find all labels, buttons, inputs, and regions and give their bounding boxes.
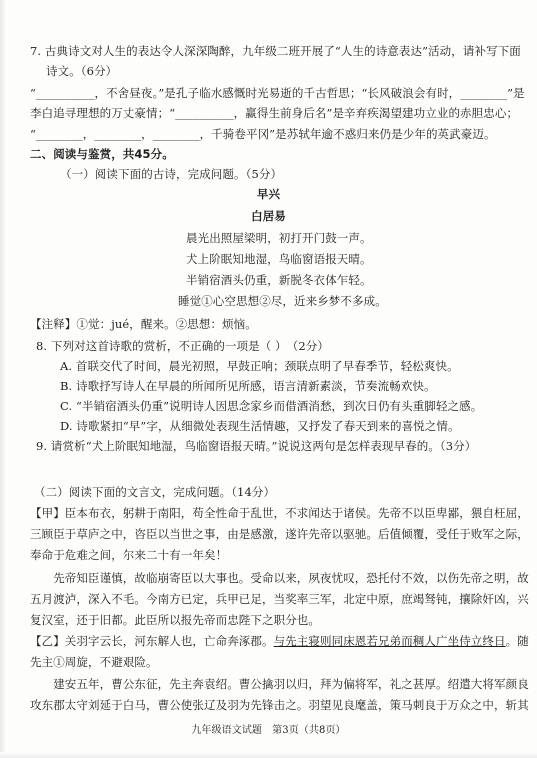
jia-line: 【甲】臣本布衣，躬耕于南阳，苟全性命于乱世，不求闻达于诸侯。先帝不以臣卑鄙，猥自枉屈， (30, 506, 529, 520)
q7-line1: 7. 古典诗文对人生的表达令人深深陶醉，九年级二班开展了“人生的诗意表达”活动，请补写下面 (30, 44, 521, 58)
poem-line: 半销宿酒头仍重，新脱冬衣体乍轻。 (186, 273, 372, 287)
q7-line4: 李白追寻理想的万丈豪情；“__________，赢得生前身后名”是辛弃疾渴望建功立业的赤胆忠心； (30, 106, 519, 120)
q8-stem: 8. 下列对这首诗歌的赏析，不正确的一项是（ ） （2分） (36, 339, 329, 353)
jia-line: 先帝知臣谨慎，故临崩寄臣以大事也。受命以来，夙夜忧叹，恐托付不效，以伤先帝之明，故 (30, 571, 529, 585)
q8-option-d: D. 诗歌紧扣“早”字，从细微处表现生活情趣，又抒发了春天到来的喜悦之情。 (60, 419, 460, 433)
poem-line: 睡觉①心空思想②尽，近来乡梦不多成。 (178, 294, 387, 308)
q8-option-a: A. 首联交代了时间，晨光初照，早鼓正响；颈联点明了早春季节，轻松爽快。 (60, 359, 459, 373)
q9-stem: 9. 请赏析“犬上阶眠知地湿，鸟临窗语报天晴。”说说这两句是怎样表现早春的。（3分） (36, 439, 477, 453)
yi-line3: 建安五年，曹公东征，先主奔袁绍。曹公擒羽以归，拜为偏将军，礼之甚厚。绍遣大将军颜良 (30, 677, 529, 691)
yi-line1-text: 【乙】关羽字云长，河东解人也，亡命奔涿郡。 (30, 634, 274, 648)
yi-line2: 先主①周旋，不避艰险。 (30, 655, 158, 669)
part2-intro: （二）阅读下面的文言文，完成问题。（14分） (34, 485, 276, 499)
poem-line: 晨光出照屋梁明，初打开门鼓一声。 (186, 231, 372, 245)
q7-line3: “__________，不舍昼夜。”是孔子临水感慨时光易逝的千古哲思；“长风破浪会有时，________”是 (30, 86, 525, 100)
page-footer: 九年级语文试题 第3页（共8页） (191, 725, 346, 736)
q7-line2: 诗文。（6分） (46, 64, 118, 78)
yi-line1 (30, 632, 530, 650)
jia-line: 三顾臣于草庐之中，咨臣以当世之事，由是感激，遂许先帝以驱驰。后值倾覆，受任于败军之际， (30, 527, 529, 541)
yi-line1-end: 。随 (505, 634, 529, 648)
jia-line: 奉命于危难之间，尔来二十有一年矣！ (30, 548, 228, 562)
poem-line: 犬上阶眠知地湿，鸟临窗语报天晴。 (186, 252, 372, 266)
q7-line5: “________，________，________，千骑卷平冈”是苏轼年逾不惑归来仍是少年的英武豪迈。 (30, 127, 496, 141)
jia-line: 五月渡泸，深入不毛。今南方已定，兵甲已足，当奖率三军，北定中原，庶竭驽钝，攘除奸凶，兴 (30, 592, 529, 606)
poem-note: 【注释】①觉：jué，醒来。②思想：烦恼。 (30, 317, 257, 331)
poem-author: 白居易 (251, 209, 286, 223)
poem-title: 早兴 (256, 187, 281, 201)
page-edge-shadow (0, 0, 6, 758)
yi-line4: 攻东郡太守刘延于白马，曹公使张辽及羽为先锋击之。羽望见良麾盖，策马刺良于万众之中，斩其 (30, 698, 529, 712)
jia-line: 复汉室，还于旧都。此臣所以报先帝而忠陛下之职分也。 (30, 613, 320, 627)
q8-option-b: B. 诗歌抒写诗人在早晨的所闻所见所感，语言清新素淡，节奏流畅欢快。 (60, 379, 436, 393)
part1-intro: （一）阅读下面的古诗，完成问题。（5分） (60, 167, 283, 181)
section-heading: 二、阅读与鉴赏，共45分。 (30, 147, 174, 161)
yi-underlined-sentence: 与先主寝则同床恩若兄弟而稠人广坐侍立终日 (273, 634, 506, 648)
page-bottom-shadow (0, 752, 537, 758)
q8-option-c: C. “半销宿酒头仍重”说明诗人因思念家乡而借酒消愁，到次日仍有头重脚轻之感。 (60, 399, 483, 413)
